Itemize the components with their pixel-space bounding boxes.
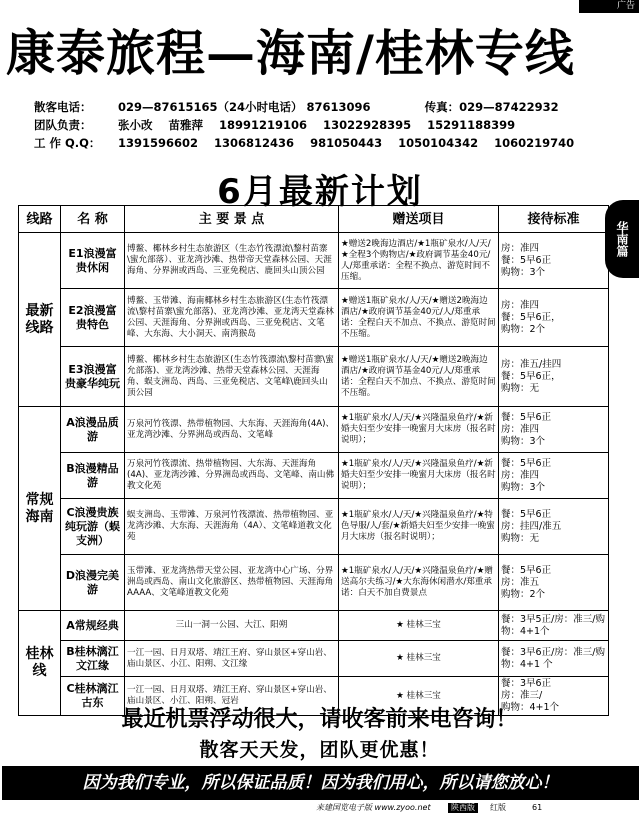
slogan-banner: 因为我们专业，所以保证品质！因为我们用心，所以请您放心！ bbox=[2, 766, 639, 800]
table-header-row bbox=[19, 206, 609, 233]
footer-page-label: 红版 bbox=[490, 803, 506, 812]
route-name: D浪漫完美游 bbox=[61, 555, 125, 611]
route-name: A浪漫品质游 bbox=[61, 407, 125, 453]
qq-row bbox=[34, 134, 614, 152]
daily-departure-notice: 散客天天发，团队更优惠！ bbox=[199, 739, 440, 761]
route-gift: ★ 桂林三宝 bbox=[339, 677, 499, 716]
table-row bbox=[19, 233, 609, 289]
route-name: A常规经典 bbox=[61, 611, 125, 641]
footer-page-number: 61 bbox=[532, 803, 543, 812]
route-spots: 一江一园、日月双塔、靖江王府、穿山景区+穿山岩、庙山景区、小江、阳朔、文江缘 bbox=[125, 641, 339, 677]
route-gift: ★赠送2晚海边酒店/★1瓶矿泉水/人/天/★全程3个购物店/★政府调节基金40元/人/郑重承诺：全程不换点、游览时间不压缩。 bbox=[339, 233, 499, 289]
team-row bbox=[34, 116, 614, 134]
footer bbox=[0, 802, 639, 814]
route-spots: 万泉河竹筏漂、热带植物园、大东海、天涯海角(4A)、亚龙湾沙滩、分界洲岛或西岛、文笔峰 bbox=[125, 407, 339, 453]
route-gift: ★1瓶矿泉水/人/天/★兴隆温泉鱼疗/★新婚夫妇至少安排一晚蜜月大床房（报名时说明）； bbox=[339, 453, 499, 499]
route-standard: 房：准五/挂四 餐：5早6正， 购物：无 bbox=[499, 347, 609, 407]
table-row bbox=[19, 347, 609, 407]
scatter-phone-value: 029—87615165（24小时电话） 87613096 bbox=[118, 100, 371, 114]
contact-info bbox=[34, 98, 614, 152]
route-name: B浪漫精品游 bbox=[61, 453, 125, 499]
table-row bbox=[19, 499, 609, 555]
table-row bbox=[19, 555, 609, 611]
plan-title: 6月最新计划 bbox=[217, 172, 423, 212]
fax-value: 029—87422932 bbox=[459, 100, 559, 114]
route-spots: 博鳌、椰林乡村生态旅游区(生态竹筏漂流\黎村苗寨\蜜允部落)、亚龙湾沙滩、热带天堂森林公园、天涯海角、蜈支洲岛、西岛、三亚免税店、文笔峰\鹿回头山顶公园 bbox=[125, 347, 339, 407]
table-row bbox=[19, 289, 609, 347]
route-gift: ★赠送1瓶矿泉水/人/天/★赠送2晚海边酒店/★政府调节基金40元/人/郑重承诺：全程白天不加点、不换点、游览时间不压缩。 bbox=[339, 347, 499, 407]
route-standard: 餐：3早6正 房：准三/ 购物：4+1个 bbox=[499, 677, 609, 716]
header-spots: 主 要 景 点 bbox=[125, 206, 339, 233]
route-name: C桂林漓江古东 bbox=[61, 677, 125, 716]
table-row bbox=[19, 641, 609, 677]
header-standard: 接待标准 bbox=[499, 206, 609, 233]
route-standard: 房：准四 餐：5早6正， 购物：2个 bbox=[499, 289, 609, 347]
team-value: 张小改 苗雅萍 18991219106 13022928395 15291188399 bbox=[118, 118, 516, 132]
scatter-phone-row bbox=[34, 98, 614, 116]
route-gift: ★1瓶矿泉水/人/天/★兴隆温泉鱼疗/★新婚夫妇至少安排一晚蜜月大床房（报名时说明）； bbox=[339, 407, 499, 453]
scatter-phone-label: 散客电话： bbox=[34, 100, 92, 114]
section-label: 常规海南 bbox=[19, 407, 61, 611]
route-spots: 博鳌、椰林乡村生态旅游区（生态竹筏漂流\黎村苗寨\蜜允部落）、亚龙湾沙滩、热带帝天堂森林公园、天涯海角、分界洲或西岛、三亚免税店、鹿回头山顶公园 bbox=[125, 233, 339, 289]
section-label: 桂林线 bbox=[19, 611, 61, 716]
side-tab: 华南篇 bbox=[605, 200, 639, 278]
route-standard: 餐：5早6正 房：准五 购物：2个 bbox=[499, 555, 609, 611]
route-spots: 博鳌、玉带滩、海南椰林乡村生态旅游区(生态竹筏漂流\黎村苗寨\蜜允部落)、亚龙湾沙滩、亚龙湾天堂森林公园、天涯海角、分界洲或西岛、三亚免税店、文笔峰、大东海、大小洞天、南湾猴岛 bbox=[125, 289, 339, 347]
header-name: 名 称 bbox=[61, 206, 125, 233]
header-route: 线路 bbox=[19, 206, 61, 233]
route-spots: 蜈支洲岛、玉带滩、万泉河竹筏漂流、热带植物园、亚龙湾沙滩、大东海、天涯海角（4A）、文笔峰道教文化苑 bbox=[125, 499, 339, 555]
route-gift: ★1瓶矿泉水/人/天/★兴隆温泉鱼疗/★赠送高尔夫练习/★大东海休闲潜水/郑重承诺：白天不加自费景点 bbox=[339, 555, 499, 611]
table-row bbox=[19, 453, 609, 499]
schedule-table bbox=[18, 205, 609, 716]
route-name: E3浪漫富贵豪华纯玩 bbox=[61, 347, 125, 407]
ad-tag: 广告 bbox=[579, 0, 639, 13]
route-standard: 餐：5早6正 房：挂四/准五 购物：无 bbox=[499, 499, 609, 555]
route-gift: ★1瓶矿泉水/人/天/★兴隆温泉鱼疗/★特色导服/人/套/★新婚夫妇至少安排一晚蜜月大床房（报名时说明）； bbox=[339, 499, 499, 555]
route-name: E2浪漫富贵特色 bbox=[61, 289, 125, 347]
route-standard: 餐：5早6正 房：准四 购物：3个 bbox=[499, 407, 609, 453]
route-gift: ★ 桂林三宝 bbox=[339, 641, 499, 677]
route-name: C浪漫贵族纯玩游（蜈支洲） bbox=[61, 499, 125, 555]
footer-site: 来建国览电子版 www.zyoo.net bbox=[316, 803, 431, 812]
route-standard: 餐：3早5正/房：准三/购物：4+1个 bbox=[499, 611, 609, 641]
qq-value: 1391596602 1306812436 981050443 1050104342 1060219740 bbox=[118, 136, 575, 150]
route-spots: 玉带滩、亚龙湾热带天堂公园、亚龙湾中心广场、分界洲岛或西岛、南山文化旅游区、热带植物园、天涯海角AAAA、文笔峰道教文化苑 bbox=[125, 555, 339, 611]
route-gift: ★赠送1瓶矿泉水/人/天/★赠送2晚海边酒店/★政府调节基金40元/人/郑重承诺：全程白天不加点、不换点、游览时间不压缩。 bbox=[339, 289, 499, 347]
qq-label: 工 作 Q.Q： bbox=[34, 136, 101, 150]
route-name: B桂林漓江文江缘 bbox=[61, 641, 125, 677]
page-title: 康泰旅程—海南/桂林专线 bbox=[6, 24, 575, 82]
footer-edition-box: 陕西版 bbox=[448, 803, 478, 813]
header-gift: 赠送项目 bbox=[339, 206, 499, 233]
airfare-notice: 最近机票浮动很大，请收客前来电咨询！ bbox=[121, 706, 518, 732]
fax-label: 传真： bbox=[424, 100, 460, 114]
route-spots: 万泉河竹筏漂流、热带植物园、大东海、天涯海角(4A)、亚龙湾沙滩、分界洲岛或西岛、文笔峰、南山佛教文化苑 bbox=[125, 453, 339, 499]
table-row bbox=[19, 407, 609, 453]
route-gift: ★ 桂林三宝 bbox=[339, 611, 499, 641]
route-spots: 一江一园、日月双塔、靖江王府、穿山景区+穿山岩、庙山景区、小江、阳朔、冠岩 bbox=[125, 677, 339, 716]
route-name: E1浪漫富贵休闲 bbox=[61, 233, 125, 289]
route-spots: 三山一洞一公园、大江、阳朔 bbox=[125, 611, 339, 641]
team-label: 团队负责： bbox=[34, 118, 92, 132]
section-label: 最新线路 bbox=[19, 233, 61, 407]
route-standard: 餐：5早6正 房：准四 购物：3个 bbox=[499, 453, 609, 499]
route-standard: 房：准四 餐：5早6正 购物：3个 bbox=[499, 233, 609, 289]
route-standard: 餐：3早6正/房：准三/购物：4+1 个 bbox=[499, 641, 609, 677]
table-row bbox=[19, 611, 609, 641]
